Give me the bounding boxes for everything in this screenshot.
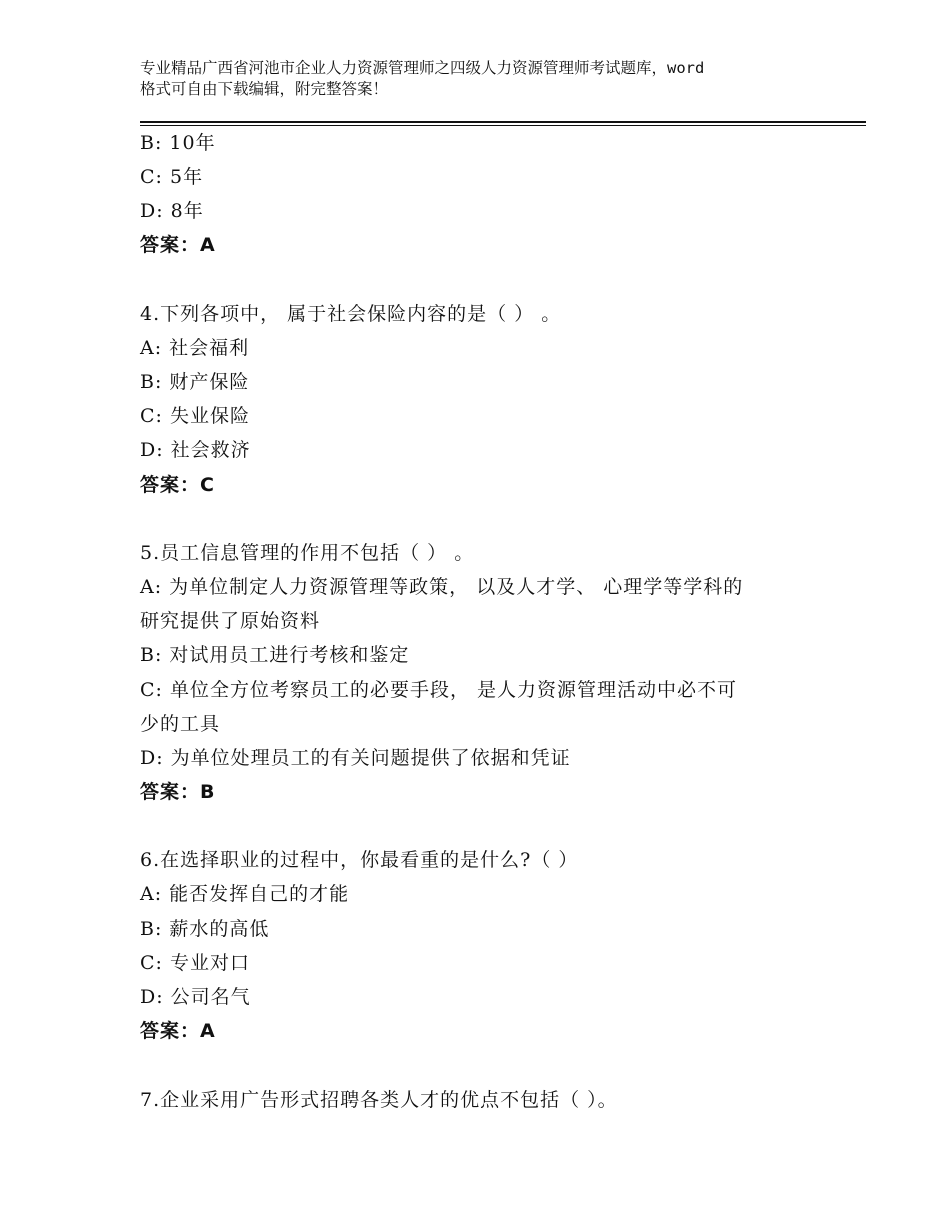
q6-option-b: B: 薪水的高低 [140, 918, 270, 940]
q5-stem: 5.员工信息管理的作用不包括（ ） 。 [140, 542, 475, 564]
q6-option-d: D: 公司名气 [140, 986, 251, 1008]
header-line-2: 格式可自由下载编辑，附完整答案！ [140, 80, 389, 98]
q5-option-c-line-1: C: 单位全方位考察员工的必要手段， 是人力资源管理活动中必不可 [140, 679, 738, 701]
q7-stem: 7.企业采用广告形式招聘各类人才的优点不包括（ ）。 [140, 1089, 618, 1111]
q4-option-b: B: 财产保险 [140, 371, 250, 393]
q3-option-b: B: 10年 [140, 132, 216, 154]
document-header [140, 58, 840, 100]
q5-option-d: D: 为单位处理员工的有关问题提供了依据和凭证 [140, 747, 571, 769]
header-rule-thin [140, 125, 866, 126]
q6-stem: 6.在选择职业的过程中，你最看重的是什么?（ ） [140, 849, 579, 871]
q4-answer: 答案：C [140, 474, 215, 496]
q3-option-c: C: 5年 [140, 166, 204, 188]
q6-option-a: A: 能否发挥自己的才能 [140, 883, 350, 905]
q5-option-a-line-1: A: 为单位制定人力资源管理等政策， 以及人才学、 心理学等学科的 [140, 576, 744, 598]
q4-option-d: D: 社会救济 [140, 439, 251, 461]
q4-option-c: C: 失业保险 [140, 405, 250, 427]
header-line-1: 专业精品广西省河池市企业人力资源管理师之四级人力资源管理师考试题库，word [140, 59, 705, 77]
q3-answer: 答案：A [140, 234, 216, 256]
q3-option-d: D: 8年 [140, 200, 204, 222]
q5-answer: 答案：B [140, 781, 216, 803]
q4-option-a: A: 社会福利 [140, 337, 250, 359]
q5-option-c-line-2: 少的工具 [140, 713, 221, 735]
q6-answer: 答案：A [140, 1020, 216, 1042]
q5-option-a-line-2: 研究提供了原始资料 [140, 610, 321, 632]
q6-option-c: C: 专业对口 [140, 952, 250, 974]
q5-option-b: B: 对试用员工进行考核和鉴定 [140, 644, 410, 666]
header-rule-thick [140, 121, 866, 123]
q4-stem: 4.下列各项中， 属于社会保险内容的是（ ） 。 [140, 303, 562, 325]
